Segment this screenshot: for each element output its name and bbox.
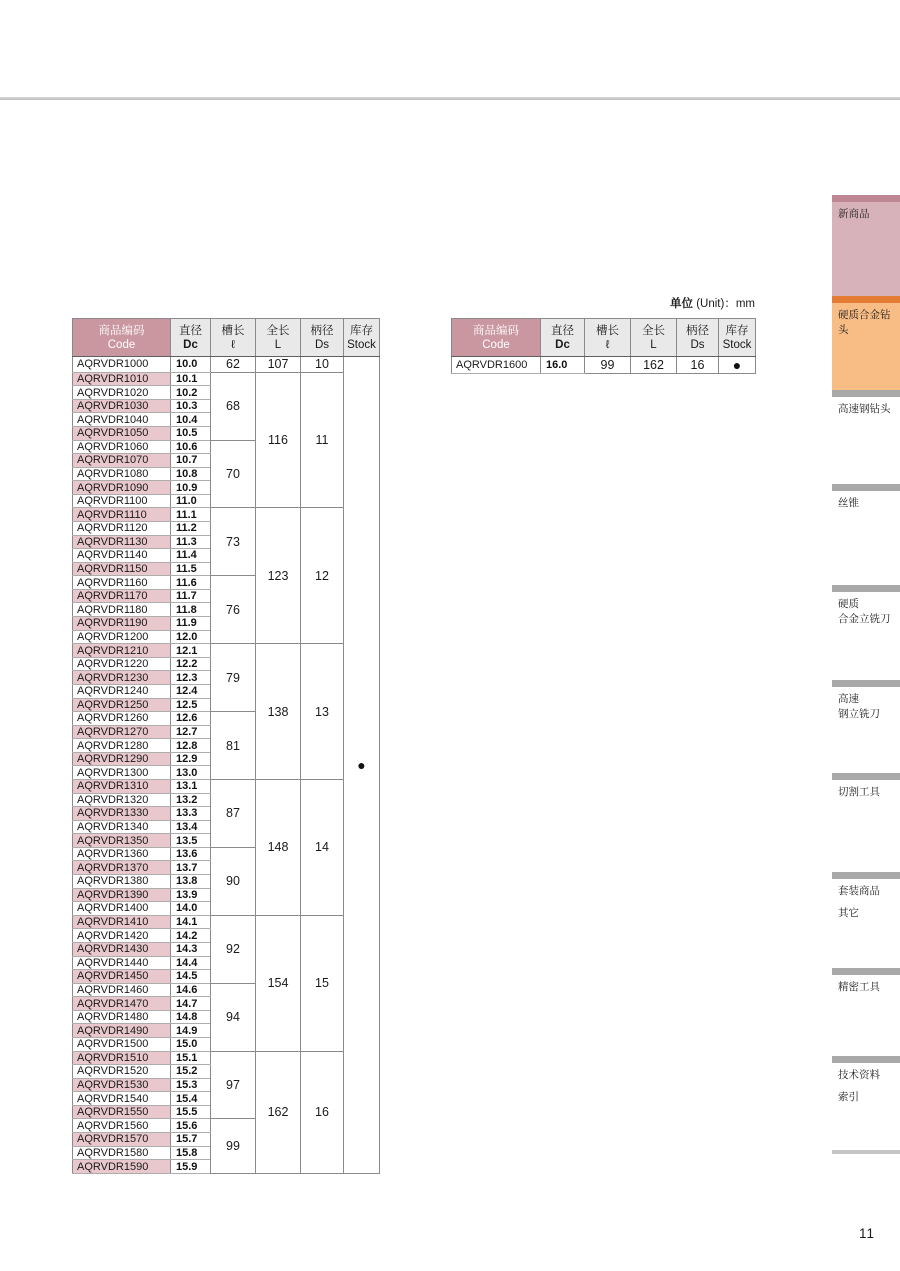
header-groove-length — [585, 319, 631, 357]
diameter-value: 13.8 — [171, 875, 211, 889]
diameter-value: 11.2 — [171, 522, 211, 536]
header-stock — [719, 319, 756, 357]
diameter-value: 15.3 — [171, 1078, 211, 1092]
unit-note-zh: 单位 — [670, 298, 694, 310]
header-stock: 库存 Stock — [344, 319, 380, 357]
groove-length-value: 99 — [585, 357, 631, 374]
diameter-value: 15.9 — [171, 1160, 211, 1174]
product-code: AQRVDR1270 — [73, 725, 171, 739]
diameter-value: 15.6 — [171, 1119, 211, 1133]
sidebar-item-bar — [832, 680, 900, 687]
sidebar-item-carbide-drills[interactable] — [832, 296, 900, 390]
diameter-value: 12.3 — [171, 671, 211, 685]
product-code: AQRVDR1090 — [73, 481, 171, 495]
diameter-value: 12.5 — [171, 698, 211, 712]
diameter-value: 10.4 — [171, 413, 211, 427]
sidebar-item-bar — [832, 872, 900, 879]
sidebar-item-body — [832, 491, 900, 585]
product-code: AQRVDR1450 — [73, 970, 171, 984]
table-row — [73, 372, 380, 386]
header-stock-zh: 库存 — [725, 324, 749, 337]
diameter-value: 12.2 — [171, 657, 211, 671]
overall-length-value: 107 — [256, 357, 301, 373]
product-code: AQRVDR1470 — [73, 997, 171, 1011]
product-code: AQRVDR1000 — [73, 357, 171, 373]
sidebar-item-taps[interactable] — [832, 484, 900, 585]
diameter-value: 12.6 — [171, 712, 211, 726]
sidebar-item-label: 硬质 合金立铣刀 — [838, 598, 891, 625]
product-code: AQRVDR1330 — [73, 807, 171, 821]
sidebar-item-body — [832, 397, 900, 484]
diameter-value: 14.3 — [171, 942, 211, 956]
diameter-value: 10.2 — [171, 386, 211, 400]
product-code: AQRVDR1460 — [73, 983, 171, 997]
diameter-value: 15.8 — [171, 1146, 211, 1160]
sidebar-item-precision-tools[interactable] — [832, 968, 900, 1056]
diameter-value: 13.6 — [171, 847, 211, 861]
sidebar-item-label: 技术资料 — [838, 1069, 880, 1081]
product-code: AQRVDR1080 — [73, 467, 171, 481]
product-code: AQRVDR1510 — [73, 1051, 171, 1065]
product-code: AQRVDR1480 — [73, 1010, 171, 1024]
header-groove-en: ℓ — [605, 338, 610, 351]
shank-diameter-value: 10 — [301, 357, 344, 373]
product-code: AQRVDR1300 — [73, 766, 171, 780]
groove-length-value: 94 — [211, 983, 256, 1051]
diameter-value: 12.1 — [171, 644, 211, 658]
product-code: AQRVDR1250 — [73, 698, 171, 712]
header-code-zh: 商品编码 — [473, 324, 519, 337]
header-code: 商品编码 Code — [73, 319, 171, 357]
sidebar-item-bar — [832, 1056, 900, 1063]
diameter-value: 15.5 — [171, 1105, 211, 1119]
sidebar-item-body — [832, 687, 900, 773]
product-code: AQRVDR1570 — [73, 1133, 171, 1147]
sidebar-item-cutting-tools[interactable] — [832, 773, 900, 872]
diameter-value: 11.1 — [171, 508, 211, 522]
groove-length-value: 99 — [211, 1119, 256, 1174]
sidebar-item-sublabel: 索引 — [838, 1091, 859, 1103]
product-code: AQRVDR1410 — [73, 915, 171, 929]
diameter-value: 12.0 — [171, 630, 211, 644]
diameter-value: 14.0 — [171, 902, 211, 916]
sidebar-item-label: 高速 钢立铣刀 — [838, 693, 880, 720]
diameter-value: 11.9 — [171, 617, 211, 631]
diameter-value: 15.1 — [171, 1051, 211, 1065]
diameter-value: 14.8 — [171, 1010, 211, 1024]
diameter-value: 10.5 — [171, 426, 211, 440]
header-code — [452, 319, 541, 357]
product-code: AQRVDR1020 — [73, 386, 171, 400]
sidebar-item-label: 精密工具 — [838, 981, 880, 993]
diameter-value: 13.9 — [171, 888, 211, 902]
header-code-en: Code — [482, 338, 510, 351]
header-shank-en: Ds — [690, 338, 705, 351]
diameter-value: 12.8 — [171, 739, 211, 753]
sidebar-item-body — [832, 975, 900, 1056]
groove-length-value: 87 — [211, 780, 256, 848]
sidebar-item-label: 新商品 — [838, 208, 870, 220]
groove-length-value: 92 — [211, 915, 256, 983]
shank-diameter-value: 12 — [301, 508, 344, 644]
diameter-value: 11.6 — [171, 576, 211, 590]
diameter-value: 11.3 — [171, 535, 211, 549]
header-groove-zh: 槽长 — [596, 324, 619, 337]
header-length-zh: 全长 — [642, 324, 665, 337]
sidebar-item-label: 切割工具 — [838, 786, 880, 798]
product-code: AQRVDR1040 — [73, 413, 171, 427]
sidebar-bottom-divider — [832, 1150, 900, 1154]
diameter-value: 11.8 — [171, 603, 211, 617]
diameter-value: 11.7 — [171, 589, 211, 603]
product-table-1600 — [451, 318, 755, 374]
diameter-value: 15.2 — [171, 1065, 211, 1079]
product-code: AQRVDR1200 — [73, 630, 171, 644]
product-code: AQRVDR1540 — [73, 1092, 171, 1106]
header-overall-length — [631, 319, 677, 357]
product-code: AQRVDR1120 — [73, 522, 171, 536]
sidebar-item-bar — [832, 484, 900, 491]
product-code: AQRVDR1070 — [73, 454, 171, 468]
product-code: AQRVDR1150 — [73, 562, 171, 576]
table-row — [73, 357, 380, 373]
sidebar-item-body — [832, 780, 900, 872]
sidebar-item-bar — [832, 390, 900, 397]
sidebar-item-hss-drills[interactable] — [832, 390, 900, 484]
sidebar-item-label: 硬质合金钻头 — [838, 309, 891, 336]
diameter-value: 10.9 — [171, 481, 211, 495]
table-header-row — [73, 319, 380, 357]
diameter-value: 14.4 — [171, 956, 211, 970]
diameter-value: 11.0 — [171, 494, 211, 508]
sidebar-item-body — [832, 592, 900, 680]
groove-length-value: 62 — [211, 357, 256, 373]
shank-diameter-value: 13 — [301, 644, 344, 780]
product-code: AQRVDR1100 — [73, 494, 171, 508]
diameter-value: 13.1 — [171, 780, 211, 794]
table-row — [73, 508, 380, 522]
product-code: AQRVDR1400 — [73, 902, 171, 916]
product-code: AQRVDR1240 — [73, 684, 171, 698]
product-code: AQRVDR1360 — [73, 847, 171, 861]
sidebar-item-label: 高速钢钻头 — [838, 403, 891, 415]
product-code: AQRVDR1580 — [73, 1146, 171, 1160]
overall-length-value: 123 — [256, 508, 301, 644]
product-code: AQRVDR1420 — [73, 929, 171, 943]
overall-length-value: 148 — [256, 780, 301, 916]
diameter-value: 10.6 — [171, 440, 211, 454]
sidebar-item-bar — [832, 968, 900, 975]
sidebar-item-bar — [832, 773, 900, 780]
product-code: AQRVDR1340 — [73, 820, 171, 834]
product-code: AQRVDR1010 — [73, 372, 171, 386]
diameter-value: 10.7 — [171, 454, 211, 468]
diameter-value: 12.7 — [171, 725, 211, 739]
header-diameter — [541, 319, 585, 357]
sidebar-item-body — [832, 1063, 900, 1150]
product-code: AQRVDR1350 — [73, 834, 171, 848]
product-code: AQRVDR1490 — [73, 1024, 171, 1038]
product-code: AQRVDR1320 — [73, 793, 171, 807]
header-divider — [0, 97, 900, 100]
diameter-value: 14.1 — [171, 915, 211, 929]
diameter-value: 10.0 — [171, 357, 211, 373]
product-code: AQRVDR1500 — [73, 1037, 171, 1051]
page-number: 11 — [858, 1226, 875, 1241]
groove-length-value: 76 — [211, 576, 256, 644]
sidebar-item-set-products-others[interactable] — [832, 872, 900, 968]
sidebar-item-body — [832, 879, 900, 968]
groove-length-value: 79 — [211, 644, 256, 712]
sidebar-item-body — [832, 303, 900, 390]
header-overall-length: 全长 L — [256, 319, 301, 357]
sidebar-item-label: 套装商品 — [838, 885, 880, 897]
diameter-value: 14.7 — [171, 997, 211, 1011]
sidebar-item-body — [832, 202, 900, 296]
groove-length-value: 70 — [211, 440, 256, 508]
diameter-value: 15.4 — [171, 1092, 211, 1106]
product-code: AQRVDR1370 — [73, 861, 171, 875]
product-code: AQRVDR1030 — [73, 399, 171, 413]
groove-length-value: 73 — [211, 508, 256, 576]
groove-length-value: 68 — [211, 372, 256, 440]
header-shank-diameter: 柄径 Ds — [301, 319, 344, 357]
overall-length-value: 116 — [256, 372, 301, 508]
shank-diameter-value: 15 — [301, 915, 344, 1051]
stock-dot-icon: ● — [719, 357, 756, 374]
product-code: AQRVDR1280 — [73, 739, 171, 753]
overall-length-value: 162 — [256, 1051, 301, 1173]
diameter-value: 15.0 — [171, 1037, 211, 1051]
product-code: AQRVDR1230 — [73, 671, 171, 685]
product-code: AQRVDR1130 — [73, 535, 171, 549]
unit-note-rest: (Unit)：mm — [693, 298, 755, 310]
diameter-value: 12.9 — [171, 752, 211, 766]
diameter-value: 10.8 — [171, 467, 211, 481]
diameter-value: 14.9 — [171, 1024, 211, 1038]
table-row — [73, 915, 380, 929]
shank-diameter-value: 14 — [301, 780, 344, 916]
header-shank-diameter — [677, 319, 719, 357]
diameter-value: 14.2 — [171, 929, 211, 943]
header-shank-zh: 柄径 — [686, 324, 709, 337]
diameter-value: 10.1 — [171, 372, 211, 386]
product-code: AQRVDR1440 — [73, 956, 171, 970]
diameter-value: 11.4 — [171, 549, 211, 563]
header-dc-en: Dc — [555, 338, 570, 351]
diameter-value: 13.0 — [171, 766, 211, 780]
product-code: AQRVDR1380 — [73, 875, 171, 889]
table-row — [73, 780, 380, 794]
product-code: AQRVDR1210 — [73, 644, 171, 658]
diameter-value: 11.5 — [171, 562, 211, 576]
product-code: AQRVDR1520 — [73, 1065, 171, 1079]
product-code: AQRVDR1060 — [73, 440, 171, 454]
table-row — [73, 1051, 380, 1065]
diameter-value: 13.7 — [171, 861, 211, 875]
diameter-value: 13.2 — [171, 793, 211, 807]
diameter-value: 12.4 — [171, 684, 211, 698]
product-code: AQRVDR1310 — [73, 780, 171, 794]
sidebar-item-bar — [832, 296, 900, 303]
shank-diameter-value: 16 — [677, 357, 719, 374]
unit-note — [455, 295, 755, 311]
product-code: AQRVDR1110 — [73, 508, 171, 522]
product-code: AQRVDR1160 — [73, 576, 171, 590]
groove-length-value: 90 — [211, 847, 256, 915]
overall-length-value: 162 — [631, 357, 677, 374]
sidebar-item-bar — [832, 585, 900, 592]
product-code: AQRVDR1590 — [73, 1160, 171, 1174]
product-code: AQRVDR1180 — [73, 603, 171, 617]
diameter-value: 14.6 — [171, 983, 211, 997]
sidebar-item-hss-end-mills[interactable] — [832, 680, 900, 773]
header-groove-length: 槽长 ℓ — [211, 319, 256, 357]
diameter-value: 10.3 — [171, 399, 211, 413]
sidebar-item-bar — [832, 195, 900, 202]
table-header-row — [452, 319, 756, 357]
groove-length-value: 97 — [211, 1051, 256, 1119]
product-code: AQRVDR1550 — [73, 1105, 171, 1119]
sidebar-item-new-products[interactable] — [832, 195, 900, 296]
header-diameter: 直径 Dc — [171, 319, 211, 357]
overall-length-value: 138 — [256, 644, 301, 780]
header-dc-zh: 直径 — [551, 324, 574, 337]
table-row — [452, 357, 756, 374]
diameter-value: 13.4 — [171, 820, 211, 834]
product-code: AQRVDR1220 — [73, 657, 171, 671]
shank-diameter-value: 11 — [301, 372, 344, 508]
shank-diameter-value: 16 — [301, 1051, 344, 1173]
header-length-en: L — [650, 338, 657, 351]
diameter-value: 13.3 — [171, 807, 211, 821]
diameter-value: 16.0 — [541, 357, 585, 374]
product-code: AQRVDR1560 — [73, 1119, 171, 1133]
product-code: AQRVDR1170 — [73, 589, 171, 603]
sidebar-item-label: 丝锥 — [838, 497, 859, 509]
product-code: AQRVDR1290 — [73, 752, 171, 766]
table-row — [73, 644, 380, 658]
product-code: AQRVDR1390 — [73, 888, 171, 902]
sidebar-item-sublabel: 其它 — [838, 907, 859, 919]
diameter-value: 13.5 — [171, 834, 211, 848]
product-code: AQRVDR1430 — [73, 942, 171, 956]
product-code: AQRVDR1530 — [73, 1078, 171, 1092]
product-code: AQRVDR1190 — [73, 617, 171, 631]
diameter-value: 14.5 — [171, 970, 211, 984]
overall-length-value: 154 — [256, 915, 301, 1051]
product-code: AQRVDR1260 — [73, 712, 171, 726]
product-code: AQRVDR1050 — [73, 426, 171, 440]
diameter-value: 15.7 — [171, 1133, 211, 1147]
groove-length-value: 81 — [211, 712, 256, 780]
stock-dot-icon: ● — [344, 357, 380, 1174]
product-table-main — [72, 318, 379, 1174]
header-stock-en: Stock — [722, 338, 752, 351]
sidebar-item-carbide-end-mills[interactable] — [832, 585, 900, 680]
product-code: AQRVDR1600 — [452, 357, 541, 374]
product-code: AQRVDR1140 — [73, 549, 171, 563]
sidebar-item-technical-data-index[interactable] — [832, 1056, 900, 1150]
